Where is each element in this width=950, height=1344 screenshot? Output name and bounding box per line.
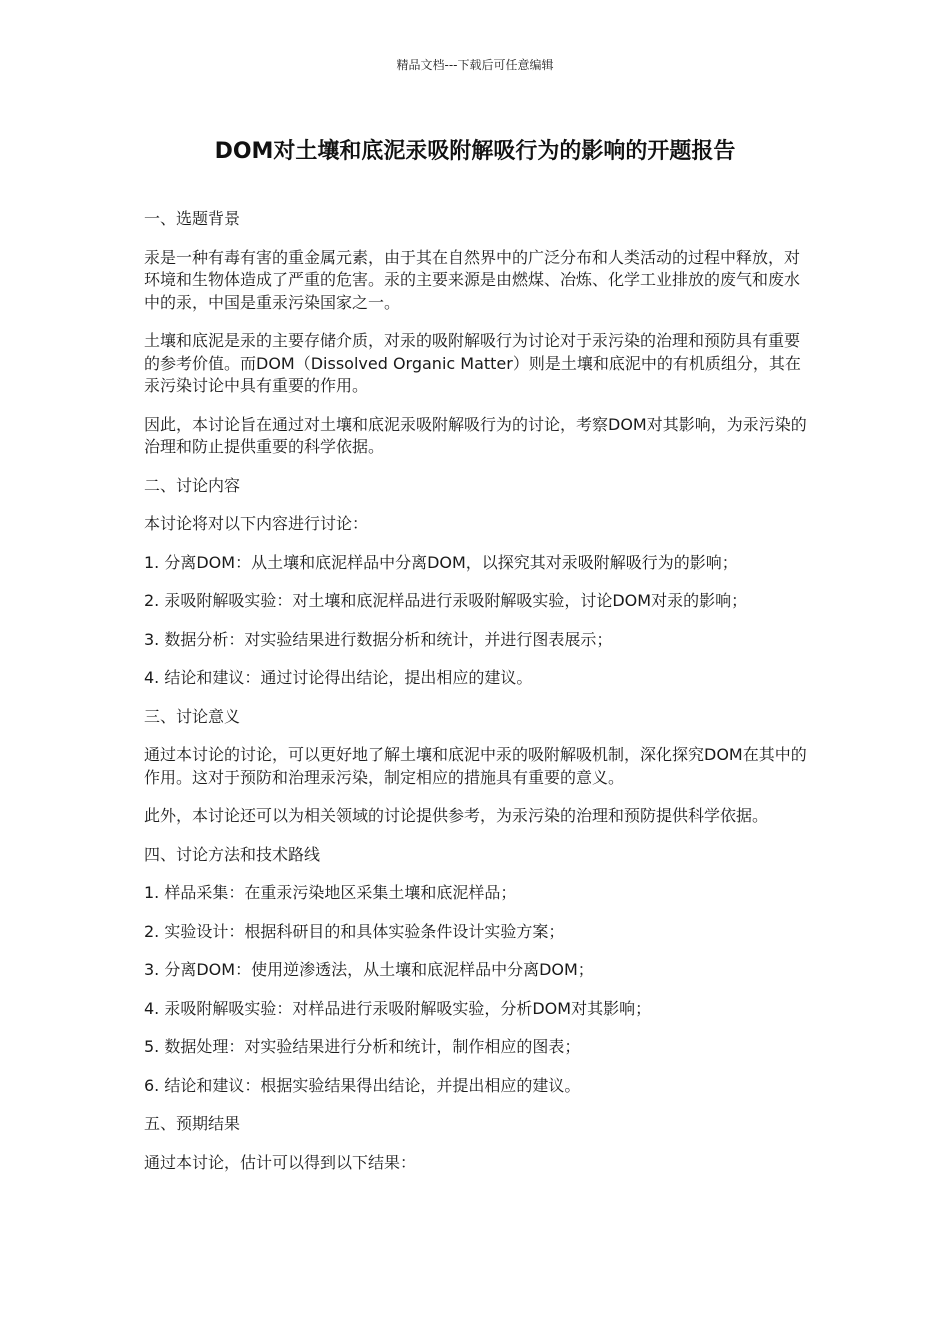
list-item: 4. 汞吸附解吸实验：对样品进行汞吸附解吸实验，分析DOM对其影响； <box>144 998 652 1018</box>
list-item: 2. 汞吸附解吸实验：对土壤和底泥样品进行汞吸附解吸实验，讨论DOM对汞的影响； <box>144 591 748 610</box>
paragraph-mercury-intro: 汞是一种有毒有害的重金属元素，由于其在自然界中的广泛分布和人类活动的过程中释放，对环境和生物体造成了严重的危害。汞的主要来源是由燃煤、冶炼、化学工业排放的废气和废水中的汞，中国是重汞污染国家之一。 <box>144 247 801 312</box>
list-item: 1. 样品采集：在重汞污染地区采集土壤和底泥样品； <box>144 883 517 902</box>
paragraph-expected-results: 通过本讨论，估计可以得到以下结果： <box>144 1152 417 1172</box>
document-body <box>144 208 809 1190</box>
document-title: DOM对土壤和底泥汞吸附解吸行为的影响的开题报告 <box>214 139 736 164</box>
section-heading-significance: 三、讨论意义 <box>144 706 241 726</box>
paragraph-research-aim: 因此，本讨论旨在通过对土壤和底泥汞吸附解吸行为的讨论，考察DOM对其影响，为汞污染的治理和防止提供重要的科学依据。 <box>144 414 807 456</box>
list-item: 6. 结论和建议：根据实验结果得出结论，并提出相应的建议。 <box>144 1075 581 1095</box>
paragraph-soil-sediment: 土壤和底泥是汞的主要存储介质，对汞的吸附解吸行为讨论对于汞污染的治理和预防具有重要的参考价值。而DOM（Dissolved Organic Matter）则是土壤和底泥中的有机质组分，其在汞污染讨论中具有重要的作用。 <box>144 331 801 395</box>
section-heading-background: 一、选题背景 <box>144 209 241 228</box>
paragraph-content-intro: 本讨论将对以下内容进行讨论： <box>144 514 369 533</box>
header-note: 精品文档---下载后可任意编辑 <box>396 58 554 72</box>
paragraph-significance: 通过本讨论的讨论，可以更好地了解土壤和底泥中汞的吸附解吸机制，深化探究DOM在其中的作用。这对于预防和治理汞污染，制定相应的措施具有重要的意义。 <box>144 745 807 787</box>
section-heading-expected-results: 五、预期结果 <box>144 1114 241 1133</box>
list-item: 4. 结论和建议：通过讨论得出结论，提出相应的建议。 <box>144 668 533 687</box>
list-item: 1. 分离DOM：从土壤和底泥样品中分离DOM，以探究其对汞吸附解吸行为的影响； <box>144 552 738 572</box>
list-item: 2. 实验设计：根据科研目的和具体实验条件设计实验方案； <box>144 921 565 941</box>
list-item: 5. 数据处理：对实验结果进行分析和统计，制作相应的图表； <box>144 1037 581 1056</box>
list-item: 3. 数据分析：对实验结果进行数据分析和统计，并进行图表展示； <box>144 629 613 649</box>
section-heading-methods: 四、讨论方法和技术路线 <box>144 844 321 864</box>
paragraph-significance-extra: 此外，本讨论还可以为相关领域的讨论提供参考，为汞污染的治理和预防提供科学依据。 <box>144 806 769 825</box>
list-item: 3. 分离DOM：使用逆渗透法，从土壤和底泥样品中分离DOM； <box>144 960 594 979</box>
section-heading-content: 二、讨论内容 <box>144 475 241 495</box>
